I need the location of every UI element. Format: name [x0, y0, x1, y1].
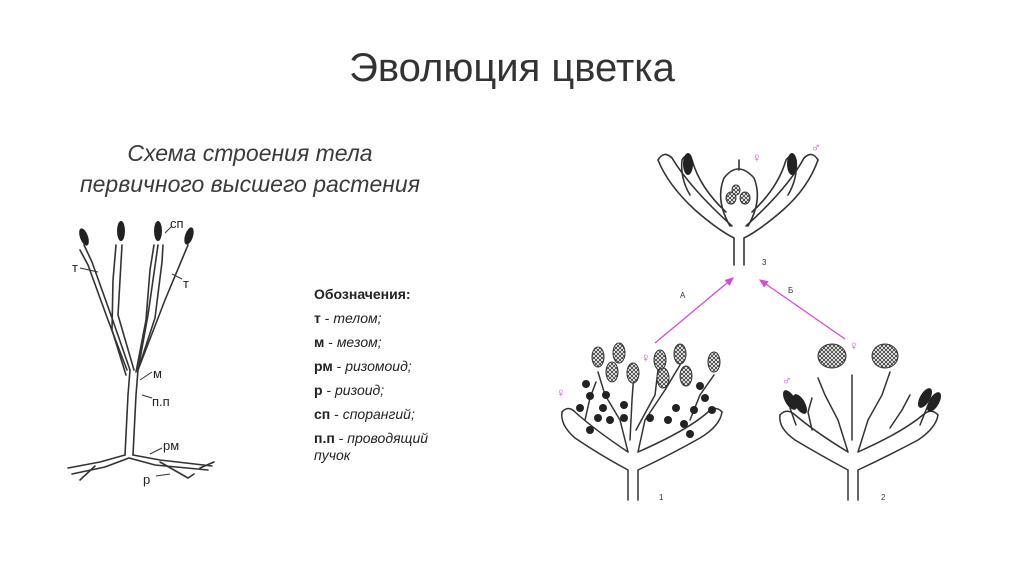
legend-sep: -: [334, 430, 348, 446]
legend-abbr: р: [314, 382, 323, 398]
legend-abbr: п.п: [314, 430, 335, 446]
sporangium: [657, 368, 669, 388]
legend-sep: -: [322, 382, 336, 398]
label-sp: сп: [170, 216, 184, 231]
ovule: [740, 192, 750, 204]
sporangium: [182, 226, 195, 246]
female-symbol: ♀: [556, 385, 566, 400]
female-symbol: ♀: [849, 338, 859, 353]
label-stage-3: 3: [762, 258, 767, 267]
legend-desc: спорангий;: [342, 406, 415, 422]
flower-stage-2: [780, 372, 938, 500]
legend-sep: -: [332, 358, 346, 374]
label-arrow-b: Б: [788, 286, 794, 295]
legend-sep: -: [330, 406, 343, 422]
sporangium: [627, 363, 639, 383]
ovule-cluster: [818, 344, 846, 368]
label-stage-2: 2: [881, 493, 886, 502]
label-pp: п.п: [152, 394, 170, 409]
legend-sep: -: [320, 310, 334, 326]
sporangium: [154, 221, 162, 241]
arrow-a: [655, 278, 733, 343]
label-rm: рм: [163, 438, 180, 453]
anther: [683, 153, 693, 175]
legend-desc: ризомоид;: [345, 358, 412, 374]
legend-desc: телом;: [333, 310, 382, 326]
legend-desc: мезом;: [336, 334, 382, 350]
sporangium: [708, 352, 720, 372]
legend-sep: -: [324, 334, 337, 350]
male-symbol: ♂: [782, 373, 792, 388]
legend-abbr: т: [314, 310, 321, 326]
legend-desc: ризоид;: [335, 382, 385, 398]
label-m: м: [153, 366, 162, 381]
arrow-b: [760, 280, 845, 339]
sporangium: [680, 366, 692, 386]
legend-abbr: сп: [314, 406, 331, 422]
sporangium: [592, 347, 604, 367]
caption-line-1: Схема строения тела: [127, 140, 373, 166]
anther: [787, 153, 797, 175]
sporangium: [613, 343, 625, 363]
sporangium: [606, 362, 618, 382]
ovule: [732, 185, 740, 195]
evolution-arrows: [655, 278, 845, 343]
ovule-cluster: [872, 344, 898, 368]
label-t-right: т: [183, 276, 189, 291]
slide-title: Эволюция цветка: [349, 46, 675, 90]
legend-desc: проводящий пучок: [314, 430, 429, 463]
label-r: р: [143, 472, 151, 487]
legend-abbr: м: [314, 334, 325, 350]
sporangium: [77, 227, 91, 247]
female-symbol: ♀: [641, 350, 651, 365]
legend-heading: Обозначения:: [314, 286, 411, 302]
legend-abbr: рм: [314, 358, 333, 374]
primary-plant-diagram: [68, 245, 214, 480]
label-arrow-a: А: [680, 291, 686, 300]
sporangium: [654, 350, 666, 370]
caption-line-2: первичного высшего растения: [79, 171, 420, 197]
sporangium: [117, 221, 125, 241]
label-t-left: т: [72, 260, 78, 275]
sporangium: [674, 344, 686, 364]
stage-2-organs: [780, 344, 944, 416]
label-stage-1: 1: [659, 493, 664, 502]
female-symbol: ♀: [752, 150, 762, 165]
male-symbol: ♂: [811, 140, 821, 155]
